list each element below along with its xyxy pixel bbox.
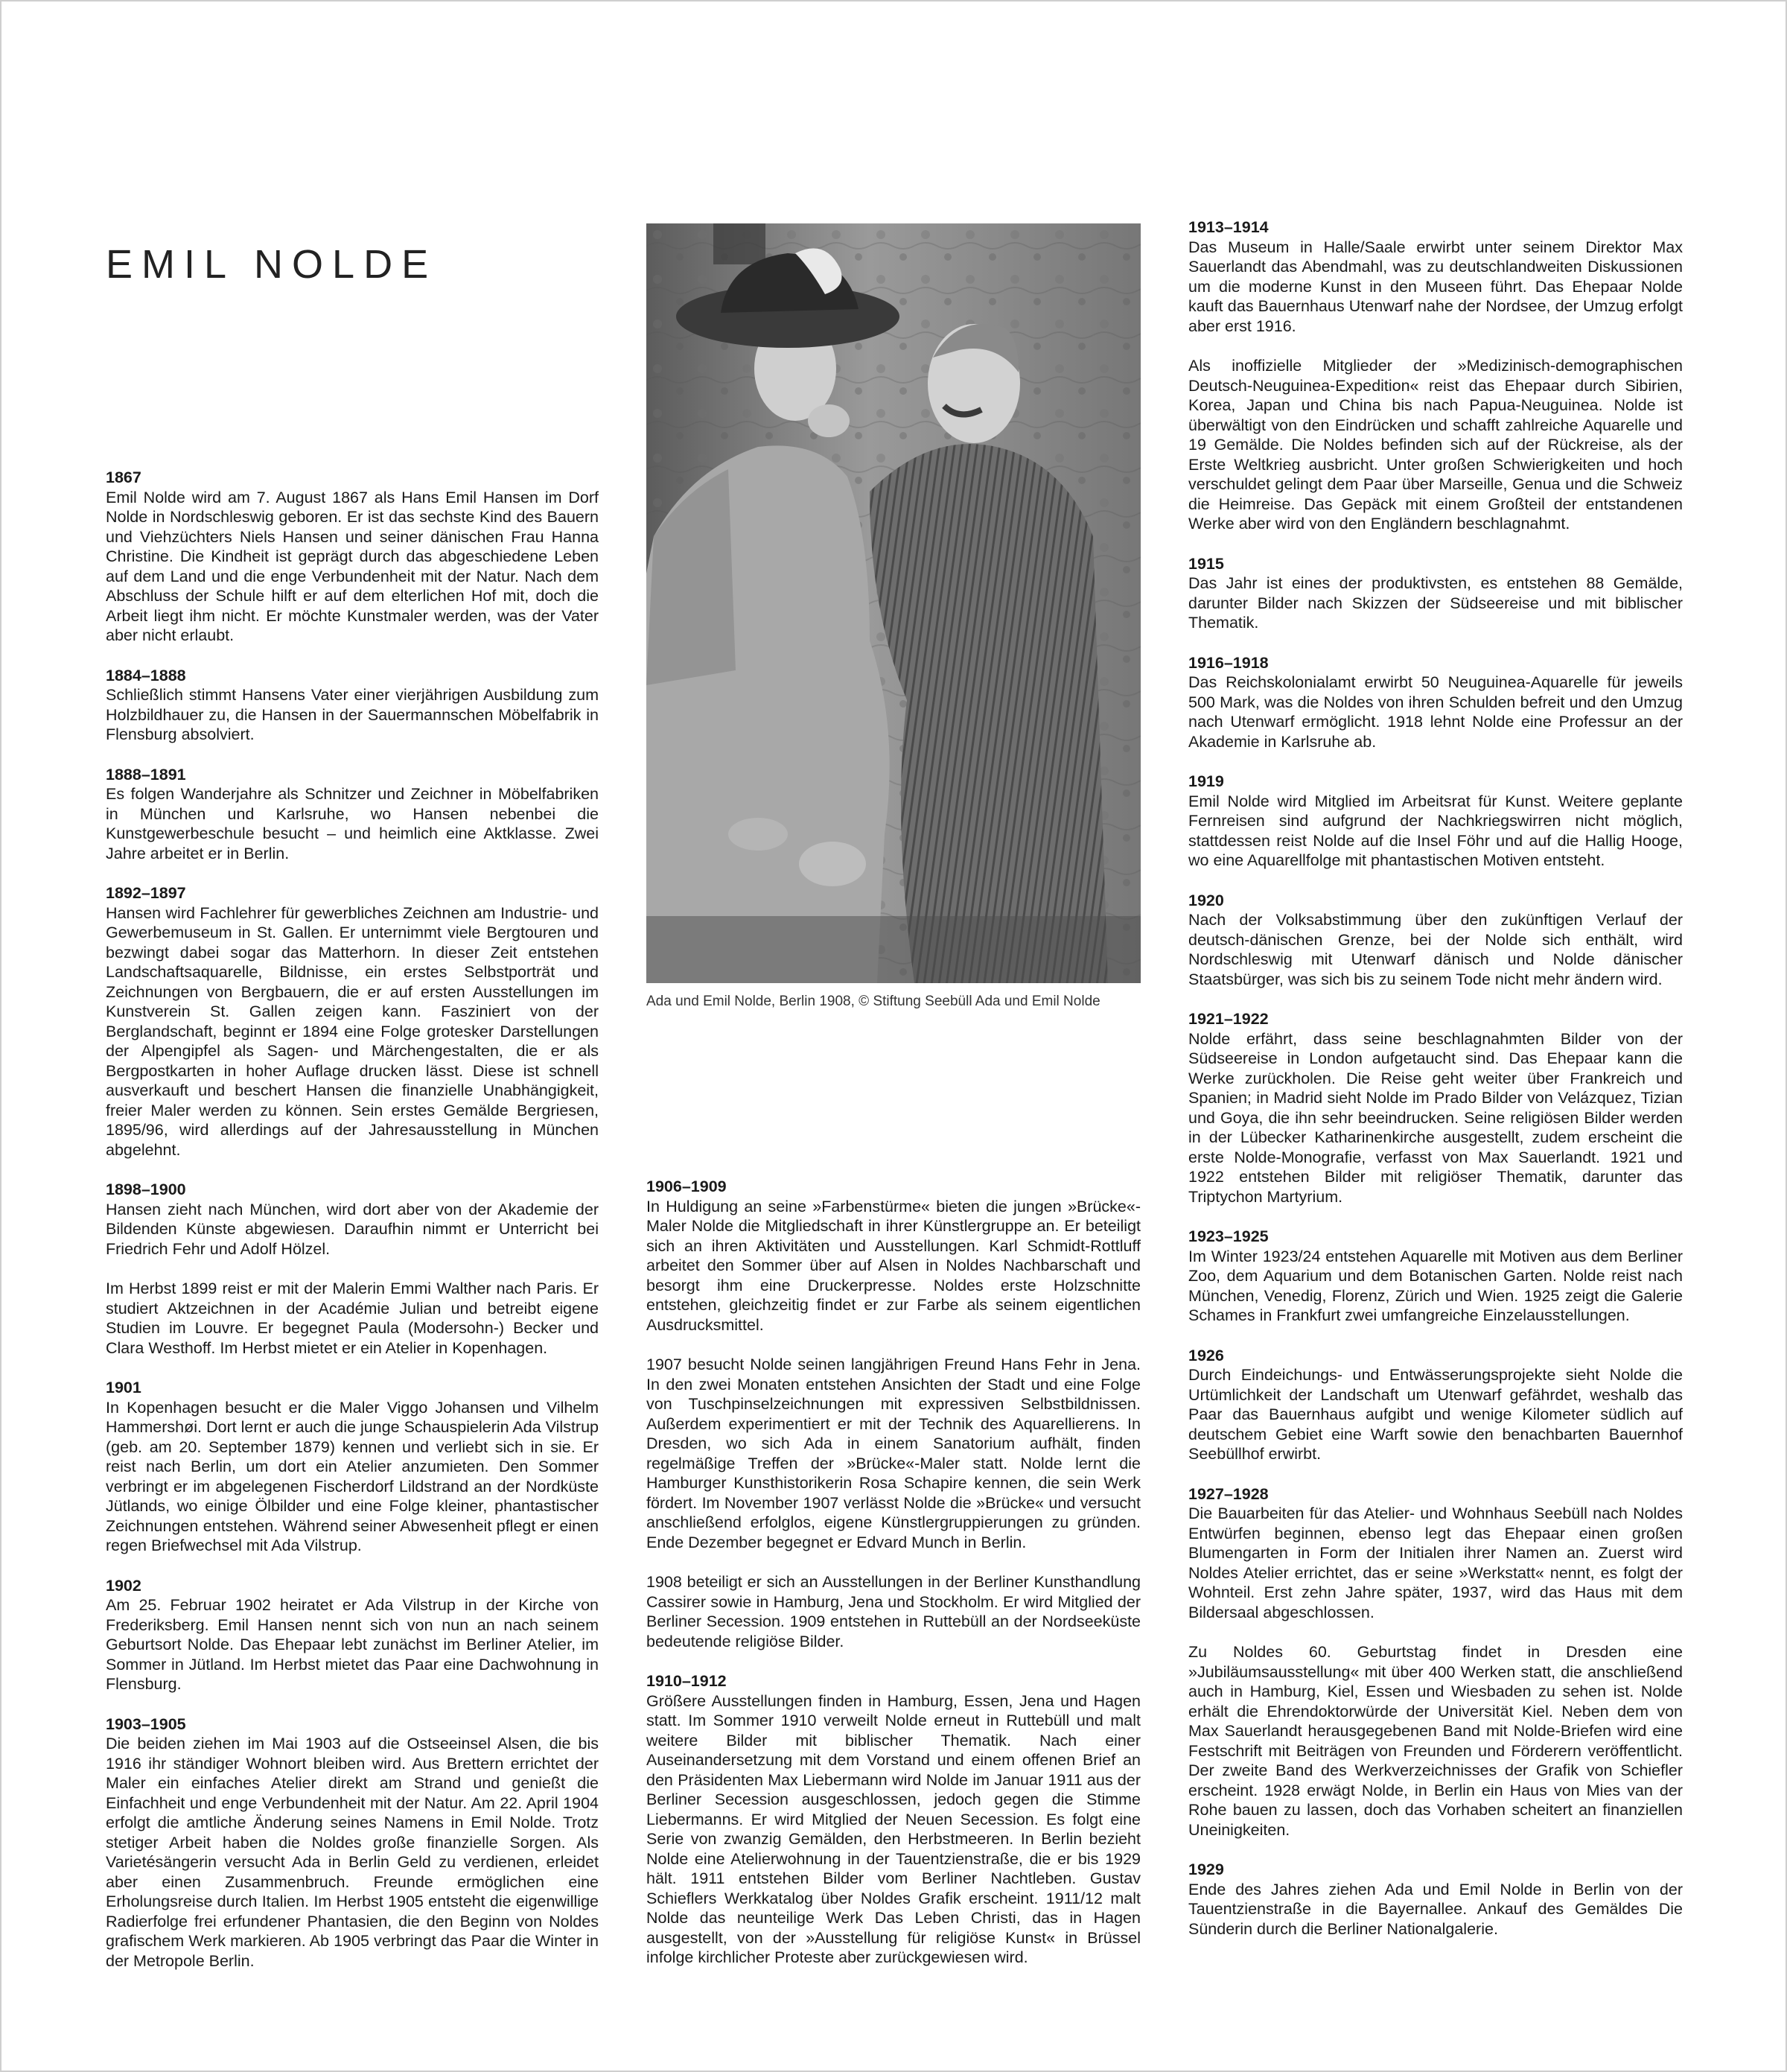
chronology-entry <box>1188 1227 1683 1326</box>
entry-text: Das Jahr ist eines der produktivsten, es entstehen 88 Gemälde, darunter Bilder nach Skizzen der Südseereise und mit biblischer Thematik. <box>1188 574 1683 632</box>
chronology-entry <box>106 1715 599 1971</box>
chronology-entry <box>1188 772 1683 871</box>
entry-year: 1884–1888 <box>106 666 186 684</box>
chronology-entry <box>646 1177 1141 1335</box>
entry-year: 1901 <box>106 1379 141 1396</box>
entry-year: 1915 <box>1188 554 1224 573</box>
chronology-entry <box>106 1576 599 1694</box>
entry-text: Im Herbst 1899 reist er mit der Malerin Emmi Walther nach Paris. Er studiert Aktzeichnen in der Académie Julian und betreibt eigene Studien im Louvre. Er begegnet Paula (Modersohn-) Becker und Clara Westhoff. Im Herbst mietet er ein Atelier in Kopenhagen. <box>106 1280 599 1357</box>
entry-text: Die Bauarbeiten für das Atelier- und Wohnhaus Seebüll nach Noldes Entwürfen beginnen, ebenso legt das Ehepaar einen großen Blumengarten in Form der Initialen ihrer Namen an. Zuerst wird Noldes Atelier errichtet, das er seine »Werkstatt« nennt, es folgt der Wohnteil. Erst zehn Jahre später, 1937, wird das Haus mit dem Bildersaal abgeschlossen. <box>1188 1504 1683 1621</box>
entry-text: Die beiden ziehen im Mai 1903 auf die Ostseeinsel Alsen, die bis 1916 ihr ständiger Wohnort bleiben wird. Aus Brettern errichtet der Maler ein einfaches Atelier direkt am Strand und genießt die Einfachheit und enge Verbundenheit mit der Natur. Am 22. April 1904 erfolgt die amtliche Änderung seines Namens in Emil Nolde. Trotz stetiger Arbeit haben die Noldes große finanzielle Sorgen. Als Varietésängerin versucht Ada in Berlin Geld zu verdienen, erleidet aber einen Zusammenbruch. Freunde ermöglichen eine Erholungsreise durch Italien. Im Herbst 1905 entsteht die eigenwillige Radierfolge frei erfundener Phantasien, die den Beginn von Noldes grafischem Werk markieren. Ab 1905 verbringt das Paar die Winter in der Metropole Berlin. <box>106 1735 599 1970</box>
entry-year: 1927–1928 <box>1188 1484 1269 1503</box>
chronology-entry <box>1188 1484 1683 1623</box>
entry-year: 1920 <box>1188 891 1224 909</box>
entry-text: Hansen wird Fachlehrer für gewerbliches Zeichnen am Industrie- und Gewerbemuseum in St. Gallen. Er unternimmt viele Bergtouren und bezwingt dabei sogar das Matterhorn. In dieser Zeit entstehen Landschaftsaquarelle, Bildnisse, ein erstes Selbstporträt und Zeichnungen von Bergbauern, die er auf ersten Ausstellungen im Kunstverein St. Gallen zeigen kann. Fasziniert von der Berglandschaft, beginnt er 1894 eine Folge grotesker Darstellungen der Alpengipfel als Sagen- und Märchengestalten, die er als Bergpostkarten in hoher Auflage drucken lässt. Diese ist schnell ausverkauft und beschert Hansen die finanzielle Unabhängigkeit, freier Maler werden zu können. Sein erstes Gemälde Bergriesen, 1895/96, wird allerdings auf der Jahresausstellung in München abgelehnt. <box>106 903 599 1159</box>
page-title: EMIL NOLDE <box>106 242 438 287</box>
chronology-entry <box>1188 653 1683 752</box>
entry-year: 1903–1905 <box>106 1715 186 1733</box>
entry-year: 1926 <box>1188 1346 1224 1364</box>
chronology-column-3 <box>1188 217 1683 1959</box>
chronology-entry <box>106 883 599 1160</box>
entry-text: Im Winter 1923/24 entstehen Aquarelle mit Motiven aus dem Berliner Zoo, dem Aquarium und dem Botanischen Garten. Nolde reist nach München, Venedig, Florenz, Zürich und Wien. 1925 zeigt die Galerie Schames in Frankfurt zwei umfangreiche Einzelausstellungen. <box>1188 1247 1683 1324</box>
photo-caption: Ada und Emil Nolde, Berlin 1908, © Stiftung Seebüll Ada und Emil Nolde <box>646 994 1100 1009</box>
chronology-column-1 <box>106 468 599 1991</box>
entry-year: 1892–1897 <box>106 884 186 902</box>
entry-text: Nolde erfährt, dass seine beschlagnahmten Bilder von der Südseereise in London aufgetaucht sind. Das Ehepaar kann die Werke zurückholen. Die Reise geht weiter über Frankreich und Spanien; in Madrid sieht Nolde im Prado Bilder von Velázquez, Tizian und Goya, die ihn sehr beeindrucken. Seine religiösen Bilder werden in der Lübecker Katharinenkirche ausgestellt, zudem erscheint die erste Nolde-Monografie, verfasst von Max Sauerlandt. 1921 und 1922 entstehen Bilder mit religiöser Thematik, darunter das Triptychon Martyrium. <box>1188 1029 1683 1206</box>
entry-text: Zu Noldes 60. Geburtstag findet in Dresden eine »Jubiläumsausstellung« mit über 400 Werken statt, die anschließend auch in Hamburg, Kiel, Essen und Wiesbaden zu sehen ist. Nolde erhält die Ehrendoktorwürde der Universität Kiel. Neben dem von Max Sauerlandt herausgegebenen Band mit Nolde-Briefen wird eine Festschrift mit Beiträgen von Freunden und Förderern veröffentlicht. Der zweite Band des Werkverzeichnisses der Grafik von Schiefler erscheint. 1928 erwägt Nolde, in Berlin ein Haus von Mies van der Rohe bauen zu lassen, doch das Vorhaben scheitert an finanziellen Uneinigkeiten. <box>1188 1643 1683 1839</box>
entry-text: Emil Nolde wird am 7. August 1867 als Hans Emil Hansen im Dorf Nolde in Nordschleswig geboren. Er ist das sechste Kind des Bauern und Viehzüchters Niels Hansen und seiner dänischen Frau Hanna Christine. Die Kindheit ist geprägt durch das abgeschiedene Leben auf dem Land und die enge Verbundenheit mit der Natur. Nach dem Abschluss der Schule hilft er auf dem elterlichen Hof mit, doch die Arbeit liegt ihm nicht. Er möchte Kunstmaler werden, was der Vater aber nicht erlaubt. <box>106 488 599 644</box>
chronology-entry <box>106 468 599 646</box>
chronology-entry <box>106 1180 599 1259</box>
entry-text: Das Reichskolonialamt erwirbt 50 Neuguinea-Aquarelle für jeweils 500 Mark, was die Noldes von ihren Schulden befreit und den Umzug nach Utenwarf ermöglicht. 1918 lehnt Nolde eine Professur an der Akademie in Karlsruhe ab. <box>1188 673 1683 751</box>
chronology-entry <box>1188 356 1683 534</box>
entry-year: 1916–1918 <box>1188 653 1269 672</box>
chronology-entry <box>1188 1346 1683 1464</box>
chronology-entry <box>106 1279 599 1358</box>
entry-year: 1919 <box>1188 772 1224 790</box>
chronology-entry <box>646 1671 1141 1968</box>
entry-text: Schließlich stimmt Hansens Vater einer vierjährigen Ausbildung zum Holzbildhauer zu, die Hansen in der Sauermannschen Möbelfabrik in Flensburg absolviert. <box>106 686 599 743</box>
chronology-entry <box>1188 554 1683 633</box>
entry-text: In Kopenhagen besucht er die Maler Viggo Johansen und Vilhelm Hammershøi. Dort lernt er auch die junge Schauspielerin Ada Vilstrup (geb. am 20. September 1879) kennen und verliebt sich in sie. Er reist nach Berlin, um dort ein Atelier anzumieten. Den Sommer verbringt er im abgelegenen Fischerdorf Lildstrand an der Nordküste Jütlands, wo einige Ölbilder und eine Folge kleiner, phantastischer Zeichnungen entstehen. Während seiner Abwesenheit pflegt er einen regen Briefwechsel mit Ada Vilstrup. <box>106 1398 599 1554</box>
entry-year: 1902 <box>106 1576 141 1595</box>
chronology-entry <box>106 1378 599 1556</box>
entry-year: 1906–1909 <box>646 1178 727 1195</box>
chronology-entry <box>106 666 599 745</box>
entry-text: Nach der Volksabstimmung über den zukünftigen Verlauf der deutsch-dänischen Grenze, bei der Nolde sich enthält, wird Nordschleswig mit Utenwarf dänisch und Nolde dänischer Staatsbürger, was sich bis zu seinem Tode nicht mehr ändern wird. <box>1188 911 1683 988</box>
entry-text: Größere Ausstellungen finden in Hamburg, Essen, Jena und Hagen statt. Im Sommer 1910 verweilt Nolde erneut in Ruttebüll und malt weitere Bilder mit biblischer Thematik. Nach einer Auseinandersetzung mit dem Vorstand und einem offenen Brief an den Präsidenten Max Liebermann wird Nolde im Januar 1911 aus der Berliner Secession ausgeschlossen, jedoch gegen die Stimme Liebermanns. Er wird Mitglied der Neuen Secession. Es folgt eine Serie von zwanzig Gemälden, den Herbstmeeren. In Berlin bezieht Nolde eine Atelierwohnung in der Tauentzienstraße, die er bis 1929 hält. 1911 entstehen Bilder vom Berliner Nachtleben. Gustav Schieflers Werkkatalog über Noldes Grafik erscheint. 1911/12 malt Nolde das neunteilige Werk Das Leben Christi, das in Hagen ausgestellt, von der »Ausstellung für religiöse Kunst« in Brüssel infolge kirchlicher Proteste aber zurückgewiesen wird. <box>646 1691 1141 1966</box>
chronology-entry <box>1188 1642 1683 1840</box>
entry-year: 1923–1925 <box>1188 1227 1269 1245</box>
entry-text: Das Museum in Halle/Saale erwirbt unter seinem Direktor Max Sauerlandt das Abendmahl, was zu deutschlandweiten Diskussionen um die moderne Kunst in den Museen führt. Das Ehepaar Nolde kauft das Bauernhaus Utenwarf nahe der Nordsee, der Umzug erfolgt aber erst 1916. <box>1188 238 1683 335</box>
photo-illustration <box>646 223 1141 983</box>
chronology-entry <box>646 1355 1141 1552</box>
chronology-column-2 <box>646 1177 1141 1988</box>
entry-text: 1907 besucht Nolde seinen langjährigen Freund Hans Fehr in Jena. In den zwei Monaten entstehen Ansichten der Stadt und eine Folge von Tuschpinselzeichnungen mit expressiven Selbstbildnissen. Außerdem experimentiert er mit der Technik des Aquarellierens. In Dresden, wo sich Ada in einem Sanatorium aufhält, finden regelmäßige Treffen der »Brücke«-Maler statt. Nolde lernt die Hamburger Kunsthistorikerin Rosa Schapire kennen, die sein Werk fördert. Im November 1907 verlässt Nolde die »Brücke« und versucht anschließend erfolglos, eigene Künstlergruppierungen zu gründen. Ende Dezember begegnet er Edvard Munch in Berlin. <box>646 1356 1141 1551</box>
entry-year: 1913–1914 <box>1188 218 1269 236</box>
entry-text: Ende des Jahres ziehen Ada und Emil Nolde in Berlin von der Tauentzienstraße in die Bayernallee. Ankauf des Gemäldes Die Sünderin durch die Berliner Nationalgalerie. <box>1188 1880 1683 1938</box>
entry-text: 1908 beteiligt er sich an Ausstellungen in der Berliner Kunsthandlung Cassirer sowie in Hamburg, Jena und Stockholm. Er wird Mitglied der Berliner Secession. 1909 entstehen in Ruttebüll an der Nordseeküste bedeutende religiöse Bilder. <box>646 1573 1141 1650</box>
chronology-entry <box>1188 1860 1683 1939</box>
entry-text: Als inoffizielle Mitglieder der »Medizinisch-demographischen Deutsch-Neuguinea-Expedition« reist das Ehepaar durch Sibirien, Korea, Japan und China bis nach Papua-Neuguinea. Nolde ist überwältigt von den Eindrücken und schafft zahlreiche Aquarelle und 19 Gemälde. Die Noldes befinden sich auf der Rückreise, als der Erste Weltkrieg ausbricht. Unter großen Schwierigkeiten und hoch verschuldet gelingt dem Paar über Marseille, Genua und die Schweiz die Heimreise. Das Gepäck mit einem Großteil der entstandenen Werke aber wird von den Engländern beschlagnahmt. <box>1188 357 1683 533</box>
entry-text: In Huldigung an seine »Farbenstürme« bieten die jungen »Brücke«-Maler Nolde die Mitgliedschaft in ihrer Künstlergruppe an. Er beteiligt sich an ihren Aktivitäten und Ausstellungen. Karl Schmidt-Rottluff arbeitet den Sommer über auf Alsen in Noldes Nachbarschaft und besorgt ihm eine Druckerpresse. Noldes erste Holzschnitte entstehen, gleichzeitig findet er zur Farbe als seinem eigentlichen Ausdrucksmittel. <box>646 1197 1141 1334</box>
portrait-photo <box>646 223 1141 983</box>
entry-text: Es folgen Wanderjahre als Schnitzer und Zeichner in Möbelfabriken in München und Karlsruhe, wo Hansen nebenbei die Kunstgewerbeschule besucht – und heimlich eine Aktklasse. Zwei Jahre arbeitet er in Berlin. <box>106 785 599 862</box>
chronology-entry <box>1188 1009 1683 1207</box>
entry-year: 1867 <box>106 468 141 486</box>
chronology-entry <box>106 765 599 864</box>
entry-text: Durch Eindeichungs- und Entwässerungsprojekte sieht Nolde die Urtümlichkeit der Landschaft um Utenwarf gefährdet, weshalb das Paar das Bauernhaus aufgibt und wenige Kilometer südlich auf deutschem Gebiet eine Warft sowie den benachbarten Bauernhof Seebüllhof erwirbt. <box>1188 1366 1683 1463</box>
entry-year: 1898–1900 <box>106 1180 186 1198</box>
entry-year: 1910–1912 <box>646 1672 727 1690</box>
entry-year: 1921–1922 <box>1188 1010 1269 1028</box>
chronology-entry <box>1188 891 1683 990</box>
chronology-entry <box>1188 217 1683 336</box>
entry-year: 1888–1891 <box>106 765 186 784</box>
chronology-entry <box>646 1572 1141 1651</box>
entry-year: 1929 <box>1188 1860 1224 1878</box>
entry-text: Am 25. Februar 1902 heiratet er Ada Vilstrup in der Kirche von Frederiksberg. Emil Hansen nennt sich von nun an nach seinem Geburtsort Nolde. Das Ehepaar lebt zunächst im Berliner Atelier, im Sommer in Jütland. Im Herbst mietet das Paar eine Dachwohnung in Flensburg. <box>106 1596 599 1693</box>
entry-text: Emil Nolde wird Mitglied im Arbeitsrat für Kunst. Weitere geplante Fernreisen sind aufgrund der Nachkriegswirren nicht möglich, stattdessen reist Nolde auf die Insel Föhr und auf die Hallig Hooge, wo eine Aquarellfolge mit phantastischen Motiven entsteht. <box>1188 792 1683 869</box>
entry-text: Hansen zieht nach München, wird dort aber von der Akademie der Bildenden Künste abgewiesen. Daraufhin nimmt er Unterricht bei Friedrich Fehr und Adolf Hölzel. <box>106 1200 599 1258</box>
